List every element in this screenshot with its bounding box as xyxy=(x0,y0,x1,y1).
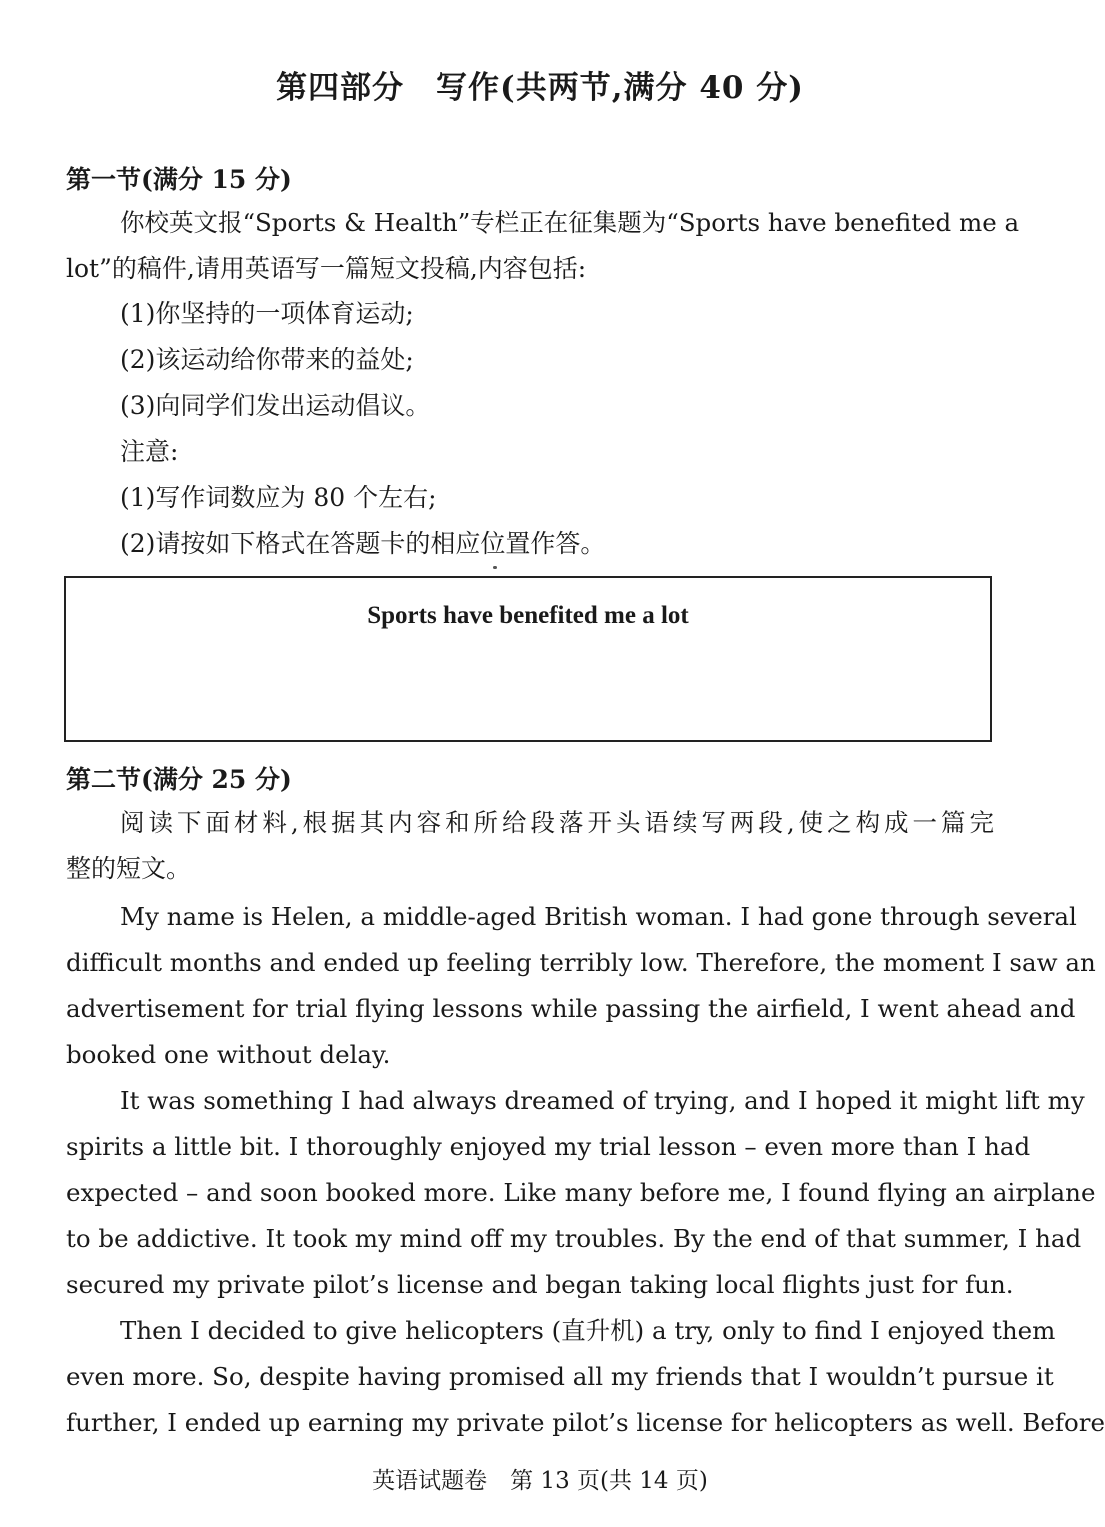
note-label: 注意: xyxy=(120,437,179,466)
passage-line: even more. So, despite having promised all my friends that I wouldn’t pursue it xyxy=(66,1362,1054,1391)
scan-mark xyxy=(493,566,497,569)
passage-line: spirits a little bit. I thoroughly enjoyed my trial lesson – even more than I had xyxy=(66,1132,1031,1161)
passage-line: expected – and soon booked more. Like many before me, I found flying an airplane xyxy=(66,1178,1096,1207)
answer-box-title: Sports have benefited me a lot xyxy=(367,602,689,629)
passage-line: It was something I had always dreamed of trying, and I hoped it might lift my xyxy=(120,1086,1085,1115)
section2-instruction-line1: 阅读下面材料,根据其内容和所给段落开头语续写两段,使之构成一篇完 xyxy=(120,808,994,837)
passage-line: Then I decided to give helicopters (直升机) a try, only to find I enjoyed them xyxy=(120,1316,1056,1345)
page-footer: 英语试题卷 第 13 页(共 14 页) xyxy=(372,1468,708,1494)
passage-line: difficult months and ended up feeling terribly low. Therefore, the moment I saw an xyxy=(66,948,1096,977)
passage-line: to be addictive. It took my mind off my troubles. By the end of that summer, I had xyxy=(66,1224,1082,1253)
section1-heading: 第一节(满分 15 分) xyxy=(66,165,292,194)
section2-heading: 第二节(满分 25 分) xyxy=(66,765,292,794)
note-item-2: (2)请按如下格式在答题卡的相应位置作答。 xyxy=(120,529,606,558)
passage-line: booked one without delay. xyxy=(66,1040,391,1069)
passage-line: advertisement for trial flying lessons while passing the airfield, I went ahead and xyxy=(66,994,1076,1023)
passage-line: secured my private pilot’s license and began taking local flights just for fun. xyxy=(66,1270,1014,1299)
passage-line: further, I ended up earning my private pilot’s license for helicopters as well. Before xyxy=(66,1408,1105,1437)
page-title: 第四部分 写作(共两节,满分 40 分) xyxy=(276,70,804,106)
requirement-item-3: (3)向同学们发出运动倡议。 xyxy=(120,391,431,420)
answer-format-box xyxy=(64,576,992,742)
passage-line: My name is Helen, a middle-aged British woman. I had gone through several xyxy=(120,902,1077,931)
requirement-item-1: (1)你坚持的一项体育运动; xyxy=(120,299,414,328)
note-item-1: (1)写作词数应为 80 个左右; xyxy=(120,483,437,512)
section1-intro-line2: lot”的稿件,请用英语写一篇短文投稿,内容包括: xyxy=(66,254,587,283)
section2-instruction-line2: 整的短文。 xyxy=(66,854,192,883)
requirement-item-2: (2)该运动给你带来的益处; xyxy=(120,345,414,374)
section1-intro-line1: 你校英文报“Sports & Health”专栏正在征集题为“Sports have benefited me a xyxy=(120,208,1020,237)
